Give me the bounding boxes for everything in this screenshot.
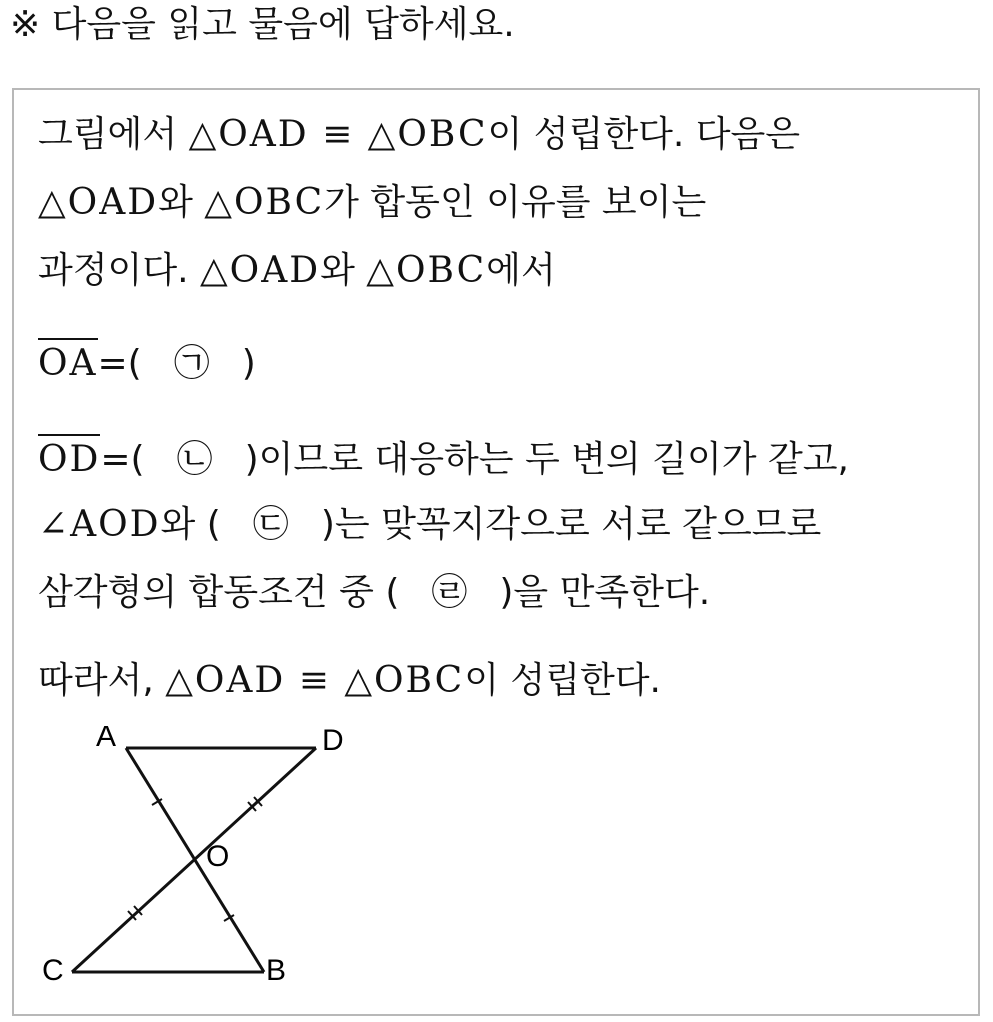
line6-text-1: 와 ( bbox=[160, 504, 221, 545]
line1-text-2: 이 성립한다. 다음은 bbox=[487, 114, 801, 155]
problem-line-1 bbox=[38, 112, 800, 158]
line3-text-3: 에서 bbox=[486, 250, 556, 291]
blank-3: ㉢ bbox=[252, 504, 289, 545]
problem-line-5 bbox=[38, 434, 849, 483]
label-c: C bbox=[42, 954, 64, 987]
segment-od: OD bbox=[38, 434, 100, 480]
line2-triangle-oad: △OAD bbox=[38, 182, 159, 223]
line4-close: ) bbox=[241, 343, 256, 384]
line2-text-2: 가 합동인 이유를 보이는 bbox=[324, 182, 707, 223]
blank-4: ㉣ bbox=[431, 572, 468, 613]
line8-text-1: 따라서, bbox=[38, 660, 166, 701]
line2-text-1: 와 bbox=[158, 182, 205, 223]
line3-triangle-oad: △OAD bbox=[200, 250, 321, 291]
line5-rest: )이므로 대응하는 두 변의 길이가 같고, bbox=[244, 439, 849, 480]
line5-equals: =( bbox=[100, 439, 145, 480]
blank-2: ㉡ bbox=[176, 439, 213, 480]
line3-text-2: 와 bbox=[320, 250, 367, 291]
line3-triangle-obc: △OBC bbox=[366, 250, 487, 291]
blank-1: ㉠ bbox=[173, 343, 210, 384]
line8-congruence: △OAD ≡ △OBC bbox=[165, 660, 465, 701]
line4-equals: =( bbox=[97, 343, 142, 384]
label-b: B bbox=[266, 954, 287, 987]
label-d: D bbox=[322, 726, 344, 757]
line2-triangle-obc: △OBC bbox=[204, 182, 325, 223]
line1-congruence: △OAD ≡ △OBC bbox=[188, 114, 488, 155]
line7-text-1: 삼각형의 합동조건 중 ( bbox=[38, 572, 400, 613]
line6-angle-aod: ∠AOD bbox=[38, 504, 161, 545]
label-a: A bbox=[96, 726, 117, 753]
problem-line-8 bbox=[38, 658, 661, 704]
problem-line-7 bbox=[38, 570, 710, 616]
line7-rest: )을 만족한다. bbox=[499, 572, 711, 613]
line1-text-1: 그림에서 bbox=[38, 114, 189, 155]
instruction-text: ※ 다음을 읽고 물음에 답하세요. bbox=[10, 4, 515, 45]
segment-dc bbox=[72, 748, 316, 972]
problem-box bbox=[12, 88, 980, 1016]
problem-line-3 bbox=[38, 248, 556, 294]
line6-rest: )는 맞꼭지각으로 서로 같으므로 bbox=[320, 504, 822, 545]
problem-line-2 bbox=[38, 180, 706, 226]
label-o: O bbox=[206, 840, 230, 873]
segment-oa: OA bbox=[38, 338, 98, 384]
line3-text-1: 과정이다. bbox=[38, 250, 200, 291]
line8-text-2: 이 성립한다. bbox=[464, 660, 661, 701]
problem-line-6 bbox=[38, 502, 821, 548]
problem-line-4 bbox=[38, 338, 256, 387]
geometry-figure bbox=[42, 726, 372, 1006]
